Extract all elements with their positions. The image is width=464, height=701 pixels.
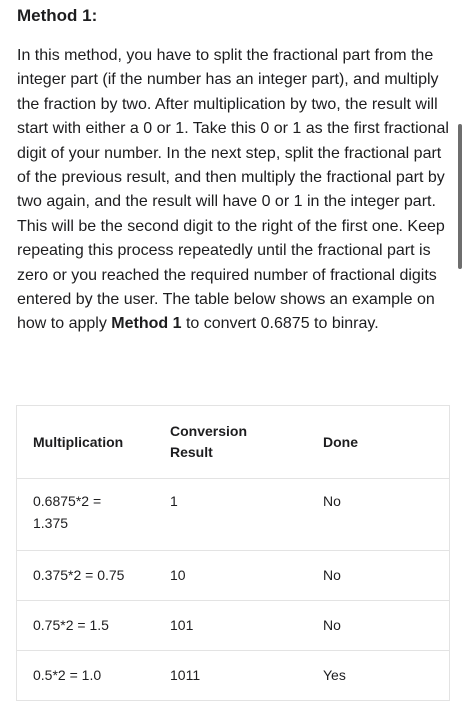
header-done: Done — [307, 406, 449, 479]
conversion-table — [16, 405, 450, 701]
header-multiplication: Multiplication — [17, 406, 154, 479]
cell-multiplication: 0.5*2 = 1.0 — [17, 651, 154, 701]
table-header-row — [17, 406, 449, 479]
table-row — [17, 551, 449, 601]
cell-result: 101 — [154, 601, 307, 651]
cell-done: Yes — [307, 651, 449, 701]
cell-done: No — [307, 551, 449, 601]
method-bold-label: Method 1 — [111, 315, 182, 333]
section-heading: Method 1: — [17, 6, 98, 25]
cell-result: 1 — [154, 479, 307, 551]
header-conversion-result: Conversion Result — [154, 406, 307, 479]
table-row — [17, 601, 449, 651]
table-row — [17, 479, 449, 551]
scrollbar-thumb[interactable] — [458, 124, 462, 269]
cell-result: 1011 — [154, 651, 307, 701]
paragraph-text: In this method, you have to split the fractional part from the integer part (if the number has an integer part), and multiply the fraction by two. After multiplication by two, the result will start with either a 0 or 1. Take this 0 or 1 as the first fractional digit of your number. In the next step, split the fractional part of the previous result, and then multiply the fractional part by two again, and the result will have 0 or 1 in the integer part. This will be the second digit to the right of the first one. Keep repeating this process repeatedly until the fractional part is zero or you reached the required number of fractional digits entered by the user. The table below shows an example on how to apply — [17, 47, 449, 333]
cell-result: 10 — [154, 551, 307, 601]
method-description — [17, 44, 451, 337]
cell-done: No — [307, 601, 449, 651]
table-row — [17, 651, 449, 701]
cell-done: No — [307, 479, 449, 551]
paragraph-text-end: to convert 0.6875 to binray. — [181, 315, 379, 333]
cell-multiplication: 0.6875*2 = 1.375 — [17, 479, 154, 551]
cell-multiplication: 0.75*2 = 1.5 — [17, 601, 154, 651]
cell-multiplication: 0.375*2 = 0.75 — [17, 551, 154, 601]
